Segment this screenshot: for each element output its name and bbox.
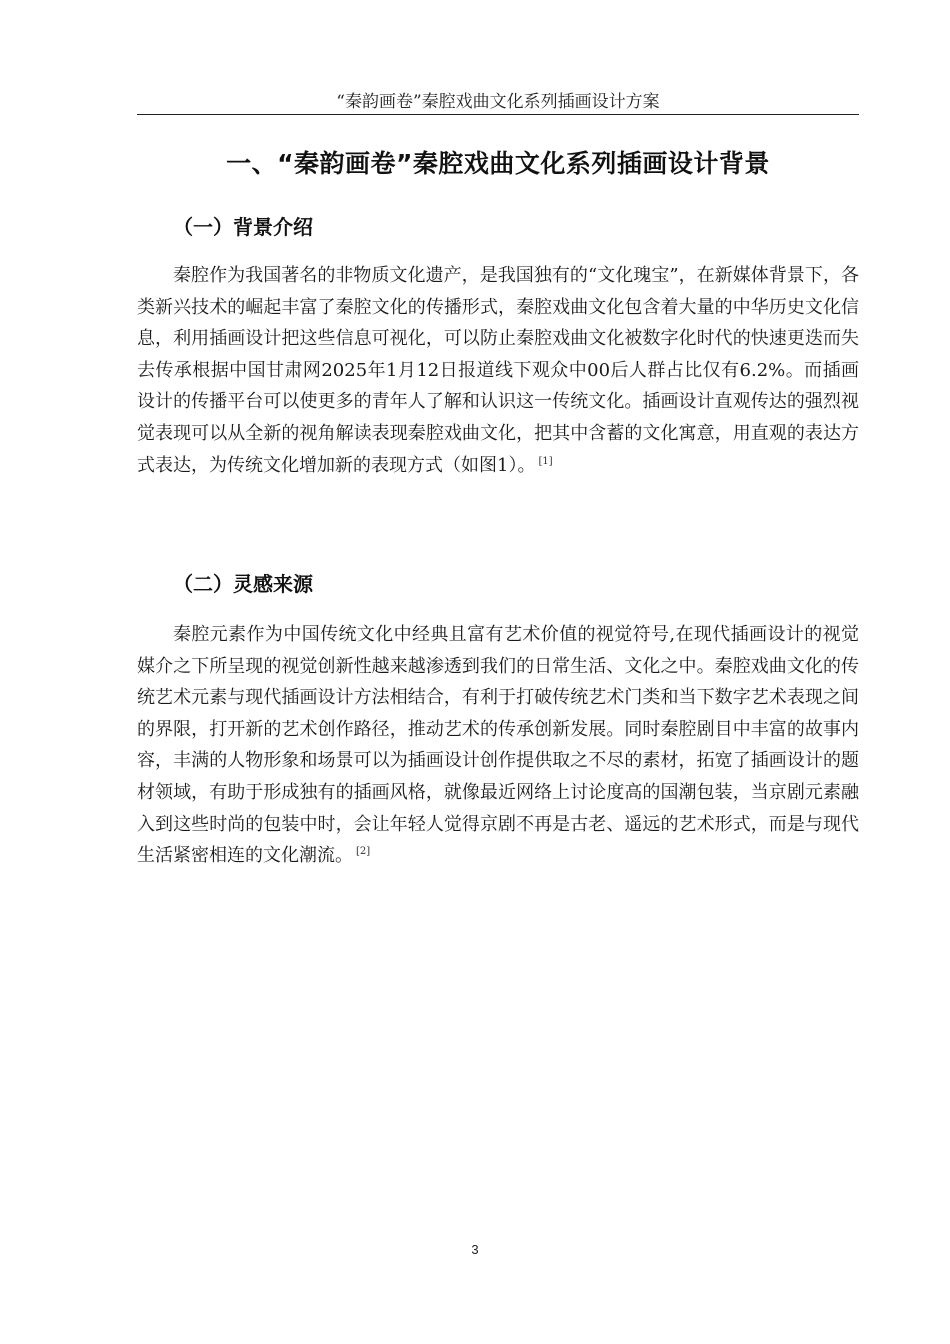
paragraph-background [137,260,859,481]
header-rule [137,114,859,115]
running-header: “秦韵画卷”秦腔戏曲文化系列插画设计方案 [336,92,660,112]
section-heading-inspiration: （二）灵感来源 [173,572,313,596]
paragraph-inspiration-text: 秦腔元素作为中国传统文化中经典且富有艺术价值的视觉符号,在现代插画设计的视觉媒介之下所呈现的视觉创新性越来越渗透到我们的日常生活、文化之中。秦腔戏曲文化的传统艺术元素与现代插画设计方法相结合，有利于打破传统艺术门类和当下数字艺术表现之间的界限，打开新的艺术创作路径，推动艺术的传承创新发展。同时秦腔剧目中丰富的故事内容，丰满的人物形象和场景可以为插画设计创作提供取之不尽的素材，拓宽了插画设计的题材领域，有助于形成独有的插画风格，就像最近网络上讨论度高的国潮包装，当京剧元素融入到这些时尚的包装中时，会让年轻人觉得京剧不再是古老、遥远的艺术形式，而是与现代生活紧密相连的文化潮流。 [137,624,859,867]
section-heading-background: （一）背景介绍 [173,215,313,239]
paragraph-background-text: 秦腔作为我国著名的非物质文化遗产，是我国独有的“文化瑰宝”，在新媒体背景下，各类新兴技术的崛起丰富了秦腔文化的传播形式，秦腔戏曲文化包含着大量的中华历史文化信息，利用插画设计把这些信息可视化，可以防止秦腔戏曲文化被数字化时代的快速更迭而失去传承根据中国甘肃网2025年1月12日报道线下观众中00后人群占比仅有6.2%。而插画设计的传播平台可以使更多的青年人了解和认识这一传统文化。插画设计直观传达的强烈视觉表现可以从全新的视角解读表现秦腔戏曲文化，把其中含蓄的文化寓意，用直观的表达方式表达，为传统文化增加新的表现方式（如图1）。 [137,265,859,476]
paragraph-inspiration [137,619,859,872]
page-number: 3 [471,1242,479,1257]
citation-1[interactable]: [1] [538,455,553,467]
citation-2[interactable]: [2] [356,846,371,858]
chapter-title: 一、“秦韵画卷”秦腔戏曲文化系列插画设计背景 [226,149,770,178]
